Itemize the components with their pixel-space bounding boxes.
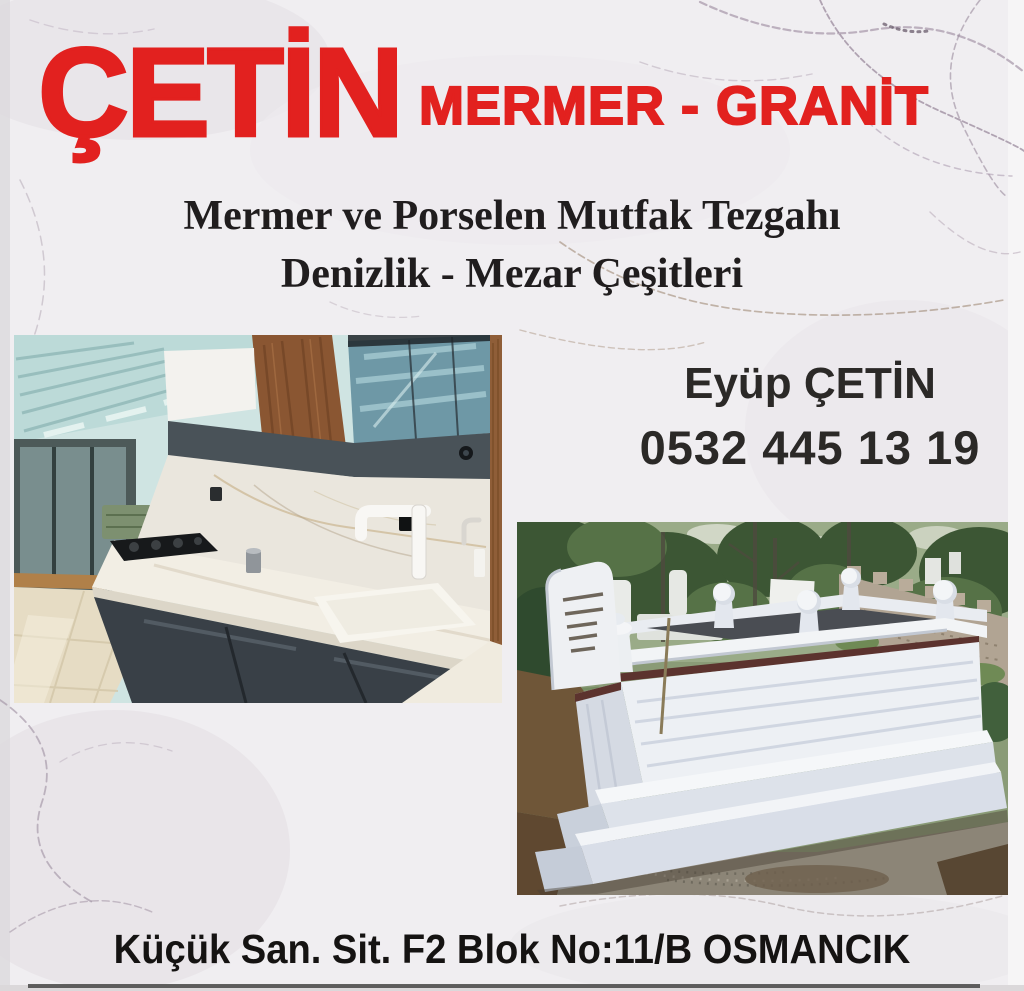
grave-photo [517, 522, 1008, 895]
kitchen-photo [14, 335, 502, 703]
contact-name: Eyüp ÇETİN [684, 359, 936, 408]
contact-block [612, 360, 1008, 474]
counter-accessories [246, 548, 261, 573]
subtitle [0, 188, 1024, 304]
subtitle-line-2: Denizlik - Mezar Çeşitleri [280, 250, 744, 297]
subtitle-line-1: Mermer ve Porselen Mutfak Tezgahı [183, 193, 841, 239]
bottom-edge-strip [28, 984, 980, 988]
brand-suffix: MERMER - GRANİT [419, 76, 929, 136]
contact-phone: 0532 445 13 19 [639, 421, 981, 475]
address: Küçük San. Sit. F2 Blok No:11/B OSMANCIK [113, 926, 911, 972]
brand-name: ÇETİN [38, 22, 401, 163]
brand-row [38, 22, 929, 163]
